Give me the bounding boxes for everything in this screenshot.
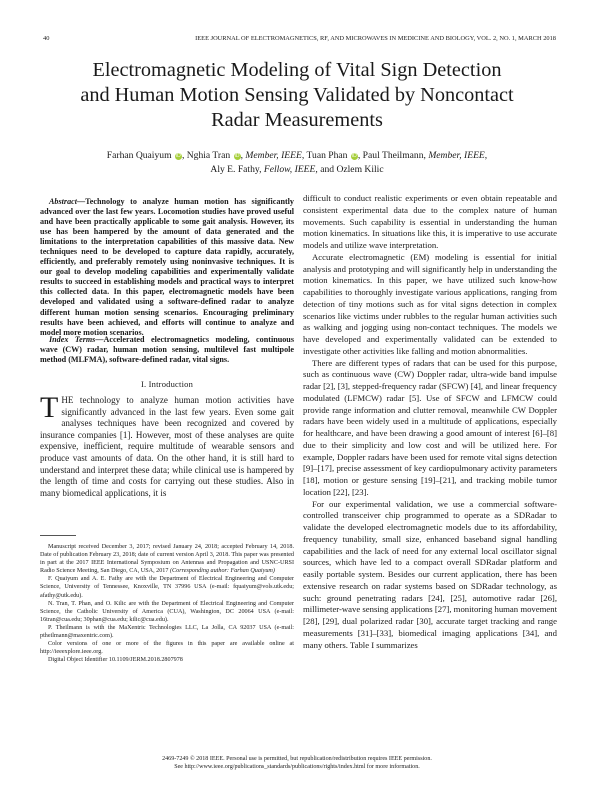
right-column [303, 193, 557, 651]
orcid-icon[interactable]: iD [234, 153, 240, 159]
running-head: IEEE JOURNAL OF ELECTROMAGNETICS, RF, AND MICROWAVES IN MEDICINE AND BIOLOGY, VOL. 2, NO. 1, MARCH 2018 [195, 35, 556, 42]
intro-body: technology to analyze human motion activities have significantly advanced in the last few years. Even some gait analyses techniques have been recognized and covered by insurance companies [1]. However, most of these analyses are quite expensive, inefficient, require multitude of wearable sensors and produce vast amounts of data. On the other hand, it is still hard to understand and interpret these data; while clinical use is hampered by the length of time and costs for carrying out these studies. Also in many biomedical applications, it is [40, 395, 294, 498]
footnote: Color versions of one or more of the figures in this paper are available online at http://ieeexplore.ieee.org. [40, 641, 294, 656]
paragraph: There are different types of radars that can be used for this purpose, such as continuous wave (CW) Doppler radar, ultra-wide band impulse radar [2], [3], stepped-frequency radar (SFCW) [4], and linear frequency modulated (LFMCW) radar [5]. Use of SFCW and LFMCW could provide range information and clutter removal, meanwhile CW Doppler radars have been widely used in a multitude of applications, especially for healthcare, and have been drawing a good amount of interest [6]–[8] due to their simplicity and low cost and will be utilized here. For example, Doppler radars have been used for remote vital signs detection [9]–[17], precise assessment of key cardiopulmonary activity parameters [18], motion or gesture sensing [19]–[21], and tracking mobile tumor location [22], [23]. [303, 357, 557, 497]
footnote-divider [40, 535, 76, 536]
paragraph: difficult to conduct realistic experiments or even obtain repeatable and consistent experimental data due to the complex nature of human movements. Such capability is essential in understanding the human motion kinematics. In situations like this, it is imperative to use accurate models and utilize wave interpretation. [303, 193, 557, 250]
paragraph: Accurate electromagnetic (EM) modeling is essential for initial analysis and prototyping and will significantly help in understanding the motion kinematics. In this paper, we have utilized such know-how capabilities to thoroughly investigate various applications, ranging from detection of tiny motions such as for vital signs detection in complex scenarios like victims under rubbles to the regular human activities such as walking and jogging using non-contact techniques. The models we have developed and experimentally validated can be extended to investigate other activities like falling and motion abnormalities. [303, 251, 557, 356]
abstract [40, 197, 294, 338]
title-line-1: Electromagnetic Modeling of Vital Sign Detection [92, 59, 502, 81]
copyright-line-2: See http://www.ieee.org/publications_standards/publications/rights/index.html for more information. [174, 764, 420, 770]
title-line-2: and Human Motion Sensing Validated by Noncontact [80, 84, 514, 106]
corresponding-author: (Corresponding author: Farhan Quaiyum) [169, 568, 275, 575]
footnote-doi: Digital Object Identifier 10.1109/JERM.2018.2807978 [48, 657, 183, 664]
page-number: 40 [43, 35, 50, 42]
copyright-line-1: 2469-7249 © 2018 IEEE. Personal use is permitted, but republication/redistribution requires IEEE permission. [162, 756, 432, 762]
author-name: Ozlem Kilic [336, 163, 384, 175]
introduction-text [40, 391, 294, 499]
abstract-text: —Technology to analyze human motion has significantly advanced over the last few years. Locomotion studies have proved useful and have been practically applicable to some gait analysis. However, its use has been hampered by the amount of data generated and the limitations to the interpretation capabilities of this massive data. New techniques need to be developed to capture data rapidly, accurately, efficiently, and preferably remotely using noninvasive techniques. It is our goal to develop modeling capabilities and experimentally validate results to succeed in establishing models and practical ways to interpret this collected data. In this paper, electromagnetic models have been developed and validated using a software-defined radar to analyze different human motion sensing scenarios. Encouraging preliminary results have been achieved, and efforts will continue to analyze and model more motion scenarios. [40, 197, 294, 337]
section-heading: I. Introduction [140, 379, 194, 389]
paragraph: For our experimental validation, we use a commercial software-controlled transceiver chip programmed to operate as a SDRadar to validate the developed electromagnetic models due to its affordability, frequency tunability, small size, enhanced baseband signal handling capabilities and the lack of need for any external local oscillator signal sources, which have led to a compact overall SDRadar platform and easily portable system. Besides our current application, there has been extensive research on radar systems based on SDRadar technology, as such: ground penetrating radars [24], [25], automotive radar [26], millimeter-wave sensing applications [27], monitoring human movement [28], [29], dual polarized radar [30], accurate target tracking and range measurements [31]–[33], biomedical imaging applications [34], and many others. Table I summarizes [303, 498, 557, 650]
index-terms-text: —Accelerated electromagnetics modeling, continuous wave (CW) radar, human motion sensing, multilevel fast multipole method (MLFMA), software-defined radar, vital signs. [40, 335, 294, 365]
orcid-icon[interactable]: iD [176, 153, 181, 159]
author-role: Fellow, IEEE [263, 163, 316, 175]
index-terms-label: Index Terms [49, 335, 96, 344]
index-terms [40, 335, 294, 365]
author-line-2: Aly E. Fathy, Fellow, IEEE, and Ozlem Kilic [210, 163, 384, 175]
author-role: Member, IEEE [245, 150, 302, 161]
footnote-text: Manuscript received December 3, 2017; revised January 24, 2018; accepted February 14, 2018. Date of publication February 23, 2018; date of current version April 3, 2018. This paper was presented in part at the 2017 IEEE International Symposium on Antennas and Propagation and USNC-URSI Radio Science Meeting, San Diego, CA, USA, 2017 [40, 544, 294, 575]
abstract-label: Abstract [49, 197, 77, 206]
author-list [40, 149, 554, 177]
footnotes [40, 543, 294, 664]
footnote: N. Tran, T. Phan, and O. Kilic are with the Department of Electrical Engineering and Computer Science, the Catholic University of America (CUA), Washington, DC 20064 USA (e-mail: 16tran@cua.edu; 30phan@cua.edu; kilic@cua.edu). [40, 600, 294, 623]
footnote: F. Quaiyum and A. E. Fathy are with the Department of Electrical Engineering and Computer Science, University of Tennessee, Knoxville, TN 37996 USA (e-mail: fquaiyum@vols.utk.edu; afathy@utk.edu). [40, 576, 294, 599]
paper-title [40, 58, 554, 133]
author-name: Nghia Tran [186, 150, 231, 161]
footnote [40, 543, 294, 575]
author-name: Tuan Phan [306, 150, 348, 161]
author-name: Paul Theilmann [362, 150, 424, 161]
intro-first-word: HE [61, 395, 74, 405]
title-line-3: Radar Measurements [211, 109, 383, 131]
author-name: Aly E. Fathy [210, 163, 260, 175]
author-line-1: Farhan Quaiyum iD, Nghia Tran iD, Member, IEEE, Tuan Phan iD, Paul Theilmann, Member, IEEE, [106, 150, 488, 161]
copyright-notice [100, 755, 494, 771]
footnote: P. Theilmann is with the MaXentric Technologies LLC, La Jolla, CA 92037 USA (e-mail: ptheilmann@maxentric.com). [40, 624, 294, 640]
drop-cap: T [40, 391, 59, 424]
author-name: Farhan Quaiyum [106, 150, 172, 161]
orcid-icon[interactable]: iD [352, 153, 357, 159]
author-role: Member, IEEE [428, 150, 485, 161]
